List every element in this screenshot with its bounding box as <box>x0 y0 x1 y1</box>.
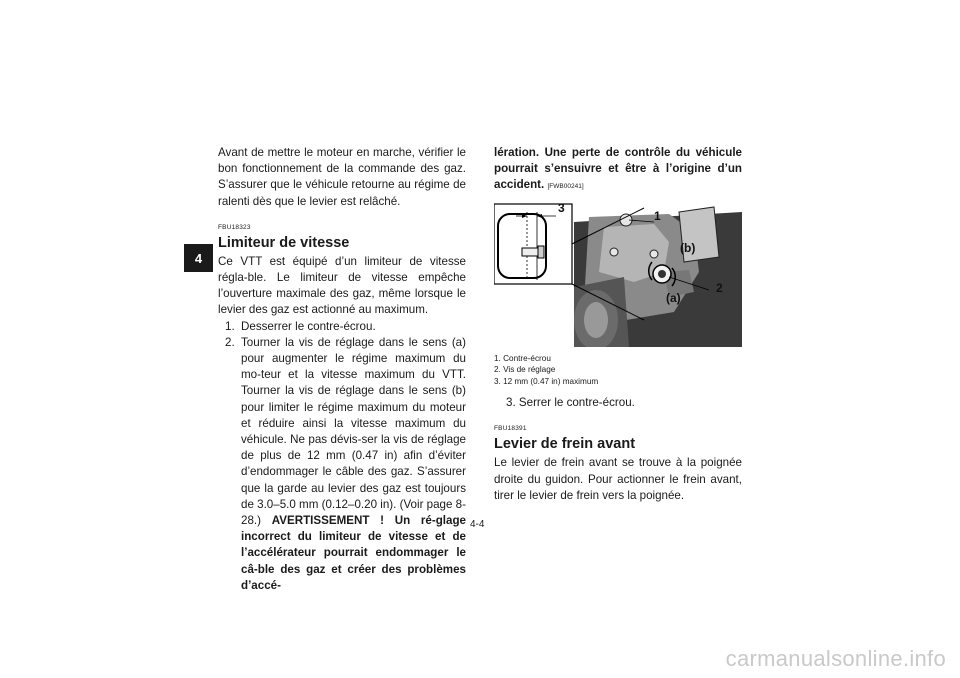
throttle-figure <box>494 202 742 347</box>
warning-text: lération. Une perte de contrôle du véhicule pourrait s’ensuivre et être à l’origine d’un accident. <box>494 146 742 192</box>
figure-label-1: 1 <box>654 208 661 223</box>
front-brake-paragraph: Le levier de frein avant se trouve à la poignée droite du guidon. Pour actionner le frein avant, tirer le levier de frein vers la poignée. <box>494 456 742 502</box>
step-3: 3. Serrer le contre-écrou. <box>506 396 635 410</box>
caption-item: 1. Contre-écrou <box>494 353 551 363</box>
heading-front-brake: Levier de frein avant <box>494 436 636 453</box>
right-column <box>494 145 742 504</box>
section-tab: 4 <box>184 244 213 272</box>
figure-label-b: (b) <box>680 240 696 255</box>
watermark: carmanualsonline.info <box>725 646 946 671</box>
caption-item: 3. 12 mm (0.47 in) maximum <box>494 376 599 386</box>
throttle-illustration <box>494 202 742 347</box>
caption-item: 2. Vis de réglage <box>494 365 556 375</box>
section-code: FBU18323 <box>218 223 251 231</box>
left-column <box>218 145 466 594</box>
figure-captions <box>494 353 742 388</box>
heading-speed-limiter: Limiteur de vitesse <box>218 234 350 251</box>
warning-text: AVERTISSEMENT ! Un ré-glage incorrect du limiteur de vitesse et de l’accélérateur pourrait endommager le câ-ble des gaz et créer des problèmes d’accé- <box>241 514 466 592</box>
step-2 <box>218 335 466 594</box>
figure-label-3: 3 <box>558 201 565 215</box>
speed-limiter-paragraph: Ce VTT est équipé d’un limiteur de vitesse régla-ble. Le limiteur de vitesse empêche l’ouverture maximale des gaz, même lorsque le levier des gaz est actionné au maximum. <box>218 254 466 317</box>
page-number: 4-4 <box>470 519 485 530</box>
figure-label-2: 2 <box>716 280 723 295</box>
step-1 <box>218 319 466 335</box>
step-text: Desserrer le contre-écrou. <box>241 319 376 333</box>
step-number: 1. <box>225 319 235 333</box>
figure-label-a: (a) <box>666 290 681 305</box>
warning-continuation <box>494 145 742 196</box>
step-text: Tourner la vis de réglage dans le sens (a) pour augmenter le régime maximum du mo-teur et la vitesse maximum du VTT. Tourner la vis de réglage dans le sens (b) pour limiter le régime maximum du moteur et réduire ainsi la vitesse maximum du véhicule. Ne pas dévis-ser la vis de réglage de plus de 12 mm (0.47 in) afin d’éviter d’endommager le câble des gaz. S’assurer que la garde au levier des gaz est toujours de 3.0–5.0 mm (0.12–0.20 in). (Voir page 8-28.) <box>241 335 466 528</box>
warning-code: [FWB00241] <box>547 183 584 191</box>
step-number: 2. <box>225 335 235 349</box>
steps-list <box>218 319 466 594</box>
section-code: FBU18391 <box>494 425 527 433</box>
intro-paragraph: Avant de mettre le moteur en marche, vérifier le bon fonctionnement de la commande des gaz. S’assurer que le véhicule retourne au régime de ralenti dès que le levier est relâché. <box>218 146 466 208</box>
